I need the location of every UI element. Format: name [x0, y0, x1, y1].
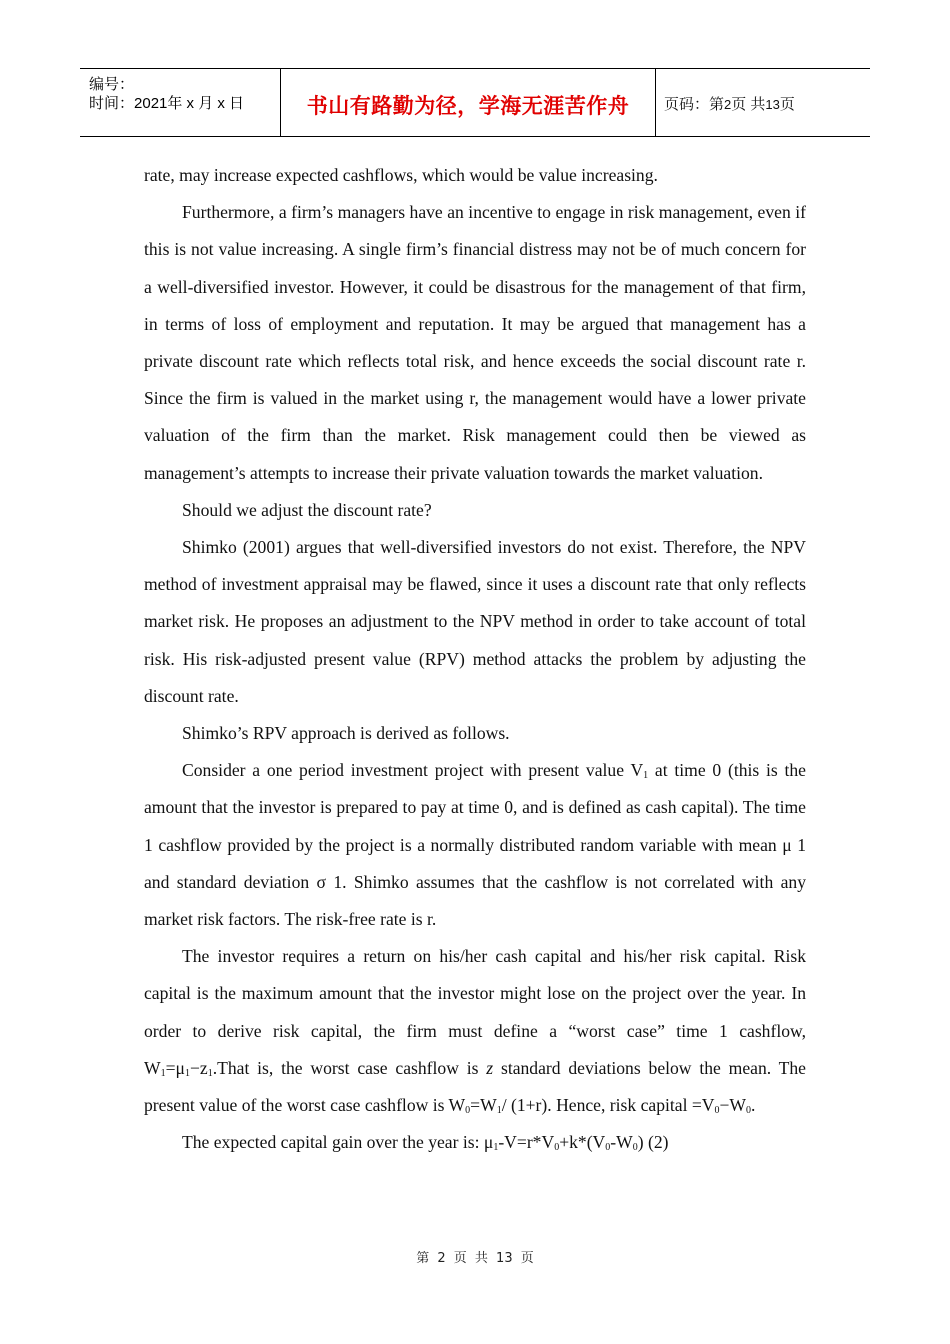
equation-2: The expected capital gain over the year is: $\mu_1-V=r*V_0+k*(V_0-W_0)$ (2) [182, 1132, 669, 1154]
document-number-label: 编号： [89, 76, 135, 93]
header-motto-cell [280, 69, 656, 136]
paragraph-1: rate, may increase expected cashflows, which would be value increasing. [144, 165, 658, 185]
header-motto: 书山有路勤为径，学海无涯苦作舟 [306, 94, 630, 118]
page-header [80, 68, 870, 137]
paragraph-5: Consider a one period investment project with present value $V_1$ at time 0 (this is the amount that the investor is prepared to pay at time 0, and is defined as cash capital). The time 1 cashflow provided by the project is a normally distributed random variable with mean μ 1 and standard deviation σ 1. Shimko assumes that the cashflow is not correlated with any market risk factors. The risk-free rate is r. [144, 760, 806, 930]
header-page-cell [655, 69, 870, 136]
paragraph-2: Furthermore, a firm’s managers have an incentive to engage in risk management, even if this is not value increasing. A single firm’s financial distress may not be of much concern for a well-diversified investor. However, it could be disastrous for the management of that firm, in terms of loss of employment and reputation. It may be argued that management has a private discount rate which reflects total risk, and hence exceeds the social discount rate r. Since the firm is valued in the market using r, the management would have a lower private valuation of the firm than the market. Risk management could then be viewed as management’s attempts to increase their private valuation towards the market valuation. [144, 202, 806, 483]
page-footer: 第 2 页 共 13 页 [416, 1251, 534, 1266]
paragraph-6: The investor requires a return on his/her cash capital and his/her risk capital. Risk capital is the maximum amount that the investor might lose on the project over the year. In order to derive risk capital, the firm must define a “worst case” time 1 cashflow, $W_1=\mu_1-z_1.That$ is, the worst case cashflow is z standard deviations below the mean. The present value of the worst case cashflow is $W_0=W_1/$ (1+r). Hence, risk capital $=V_0-W_0$. [144, 946, 806, 1117]
header-meta-cell [80, 69, 280, 136]
document-date: 时间：2021年 x 月 x 日 [89, 95, 245, 112]
paragraph-4: Shimko’s RPV approach is derived as follows. [182, 723, 510, 744]
header-page-indicator: 页码：第2页 共13页 [664, 96, 795, 113]
section-question: Should we adjust the discount rate? [182, 499, 432, 520]
body-text [144, 157, 806, 1161]
paragraph-3: Shimko (2001) argues that well-diversified investors do not exist. Therefore, the NPV method of investment appraisal may be flawed, since it uses a discount rate that only reflects market risk. He proposes an adjustment to the NPV method in order to take account of total risk. His risk-adjusted present value (RPV) method attacks the problem by adjusting the discount rate. [144, 537, 806, 706]
